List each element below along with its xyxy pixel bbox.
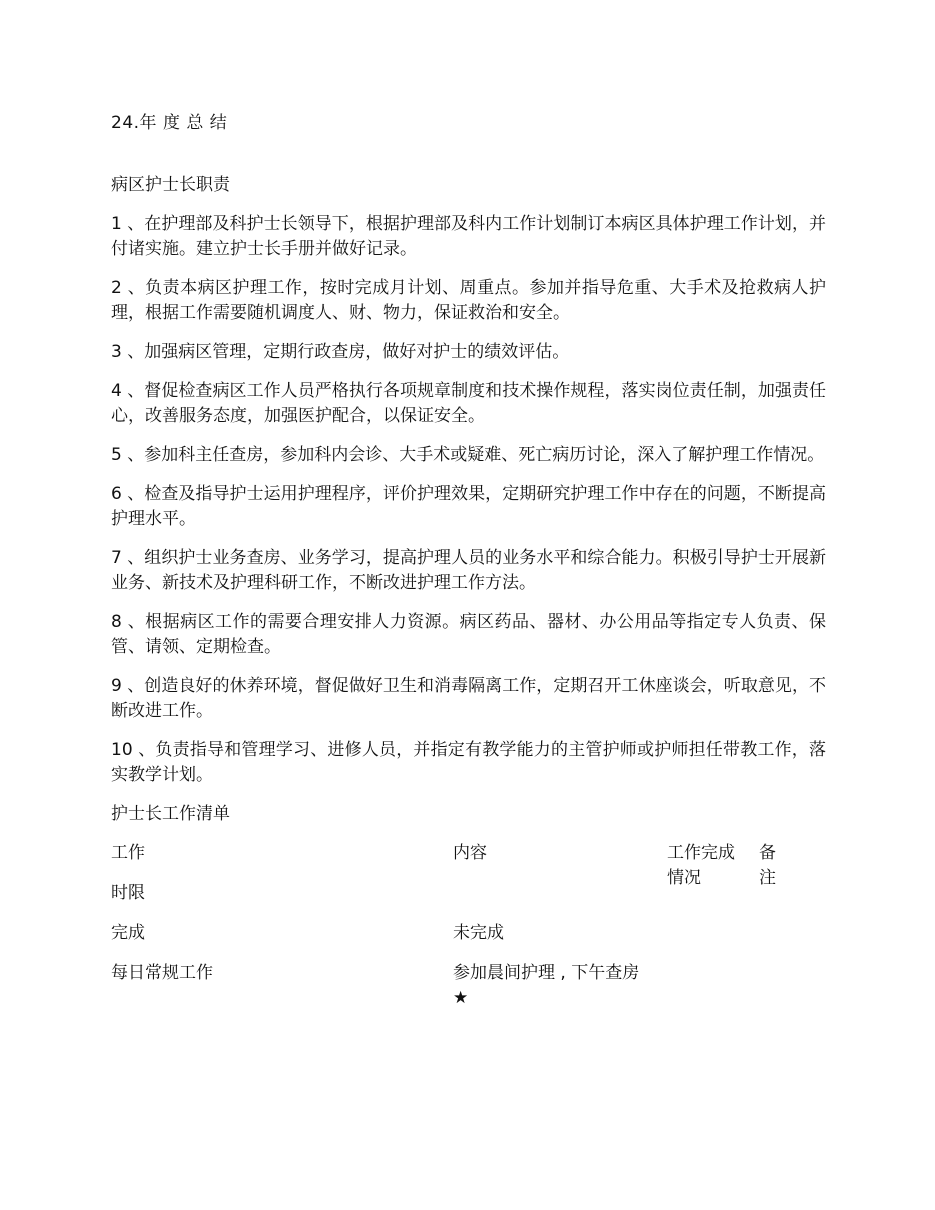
section-heading: 病区护士长职责	[111, 175, 230, 195]
list-item: 4 、督促检查病区工作人员严格执行各项规章制度和技术操作规程，落实岗位责任制，加强责任心，改善服务态度，加强医护配合，以保证安全。	[111, 381, 826, 426]
document-content	[111, 111, 826, 1041]
header-remark: 备注	[759, 843, 776, 888]
list-item: 2 、负责本病区护理工作，按时完成月计划、周重点。参加并指导危重、大手术及抢救病人护理，根据工作需要随机调度人、财、物力，保证救治和安全。	[111, 278, 826, 323]
list-item: 7 、组织护士业务查房、业务学习，提高护理人员的业务水平和综合能力。积极引导护士开展新业务、新技术及护理科研工作，不断改进护理工作方法。	[111, 548, 826, 593]
duty-list	[111, 212, 826, 788]
header-content: 内容	[453, 843, 487, 863]
worklist-heading: 护士长工作清单	[111, 804, 230, 824]
row-daily-content: 参加晨间护理 , 下午查房	[453, 963, 640, 983]
header-time-limit: 时限	[111, 883, 145, 903]
status-done-label: 完成	[111, 923, 145, 943]
worklist-table	[111, 841, 826, 1041]
list-item: 5 、参加科主任查房，参加科内会诊、大手术或疑难、死亡病历讨论，深入了解护理工作情况。	[111, 445, 825, 465]
document-title: 24.年 度 总 结	[111, 113, 228, 133]
list-item: 3 、加强病区管理，定期行政查房，做好对护士的绩效评估。	[111, 342, 570, 362]
row-daily-label: 每日常规工作	[111, 963, 213, 983]
list-item: 6 、检查及指导护士运用护理程序，评价护理效果，定期研究护理工作中存在的问题，不断提高护理水平。	[111, 484, 826, 529]
star-icon: ★	[453, 988, 469, 1008]
list-item: 9 、创造良好的休养环境，督促做好卫生和消毒隔离工作，定期召开工休座谈会，听取意见，不断改进工作。	[111, 676, 826, 721]
list-item: 10 、负责指导和管理学习、进修人员，并指定有教学能力的主管护师或护师担任带教工作，落实教学计划。	[111, 740, 826, 785]
list-item: 8 、根据病区工作的需要合理安排人力资源。病区药品、器材、办公用品等指定专人负责、保管、请领、定期检查。	[111, 612, 826, 657]
header-status: 工作完成情况	[667, 843, 735, 888]
list-item: 1 、在护理部及科护士长领导下，根据护理部及科内工作计划制订本病区具体护理工作计划，并付诸实施。建立护士长手册并做好记录。	[111, 214, 826, 259]
status-undone-label: 未完成	[453, 923, 504, 943]
header-work: 工作	[111, 843, 145, 863]
